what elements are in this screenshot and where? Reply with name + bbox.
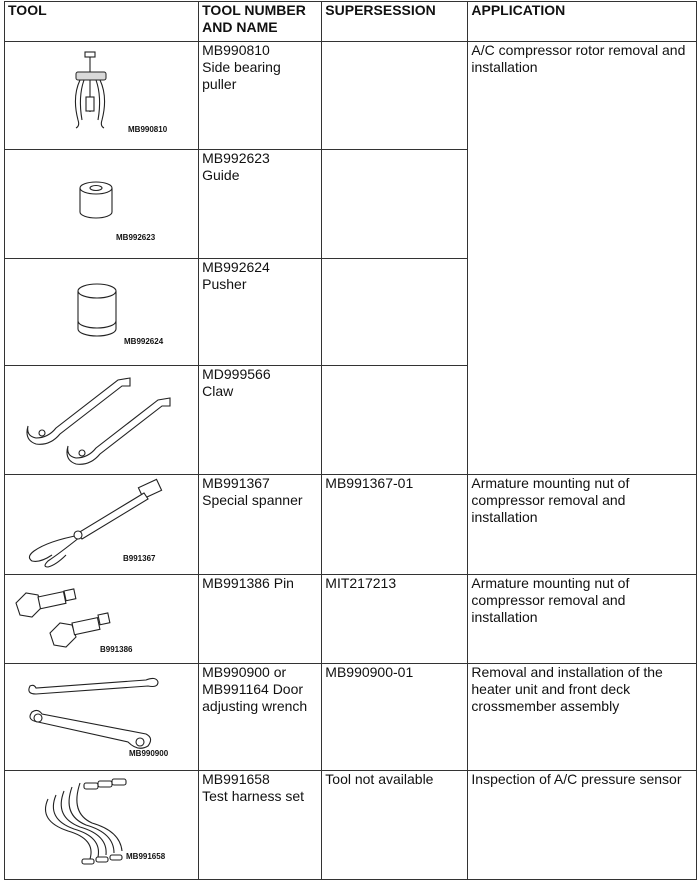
pin-icon — [8, 575, 198, 662]
supersession: MB991367-01 — [322, 475, 468, 575]
side-bearing-puller-icon — [8, 42, 198, 148]
header-supersession: SUPERSESSION — [322, 2, 468, 42]
special-tools-table — [4, 1, 697, 880]
tool-image-cell — [5, 575, 199, 664]
tool-label: MB990810 — [128, 125, 168, 134]
application: Removal and installation of the heater unit and front deck crossmember assembly — [468, 664, 697, 771]
supersession: MIT217213 — [322, 575, 468, 664]
supersession — [322, 366, 468, 475]
claw-icon — [8, 366, 198, 473]
tool-label: B991386 — [100, 645, 133, 654]
tool-image-cell — [5, 475, 199, 575]
tool-label: MB992623 — [116, 233, 156, 242]
tool-label: MB992624 — [124, 337, 164, 346]
tool-number-name: MB991367 Special spanner — [199, 475, 322, 575]
tool-number-name: MB990900 or MB991164 Door adjusting wrench — [199, 664, 322, 771]
supersession — [322, 259, 468, 366]
door-adjusting-wrench-icon — [8, 664, 198, 769]
table-row — [5, 575, 697, 664]
supersession: Tool not available — [322, 771, 468, 880]
tool-number-name: MB990810 Side bearing puller — [199, 42, 322, 150]
tool-image-cell — [5, 366, 199, 475]
special-spanner-icon — [8, 475, 198, 573]
table-header-row — [5, 2, 697, 42]
tool-number-name: MD999566 Claw — [199, 366, 322, 475]
supersession — [322, 150, 468, 259]
application: Armature mounting nut of compressor removal and installation — [468, 575, 697, 664]
table-row — [5, 42, 697, 150]
tool-number-name: MB991386 Pin — [199, 575, 322, 664]
tool-label: MB991658 — [126, 852, 166, 861]
tool-image-cell — [5, 771, 199, 880]
tool-image-cell — [5, 150, 199, 259]
table-row — [5, 771, 697, 880]
tool-number-name: MB992623 Guide — [199, 150, 322, 259]
application: Inspection of A/C pressure sensor — [468, 771, 697, 880]
tool-number-name: MB991658 Test harness set — [199, 771, 322, 880]
tool-number-name: MB992624 Pusher — [199, 259, 322, 366]
header-tool: TOOL — [5, 2, 199, 42]
tool-label: B991367 — [123, 554, 156, 563]
test-harness-set-icon — [8, 771, 198, 878]
header-application: APPLICATION — [468, 2, 697, 42]
tool-image-cell — [5, 664, 199, 771]
tool-label: MB990900 — [129, 749, 169, 758]
table-row — [5, 664, 697, 771]
table-row — [5, 475, 697, 575]
supersession — [322, 42, 468, 150]
header-tool-number-name: TOOL NUMBER AND NAME — [199, 2, 322, 42]
application: A/C compressor rotor removal and installation — [468, 42, 697, 475]
supersession: MB990900-01 — [322, 664, 468, 771]
pusher-icon — [8, 259, 198, 364]
guide-icon — [8, 150, 198, 257]
tool-image-cell — [5, 42, 199, 150]
tool-image-cell — [5, 259, 199, 366]
application: Armature mounting nut of compressor removal and installation — [468, 475, 697, 575]
